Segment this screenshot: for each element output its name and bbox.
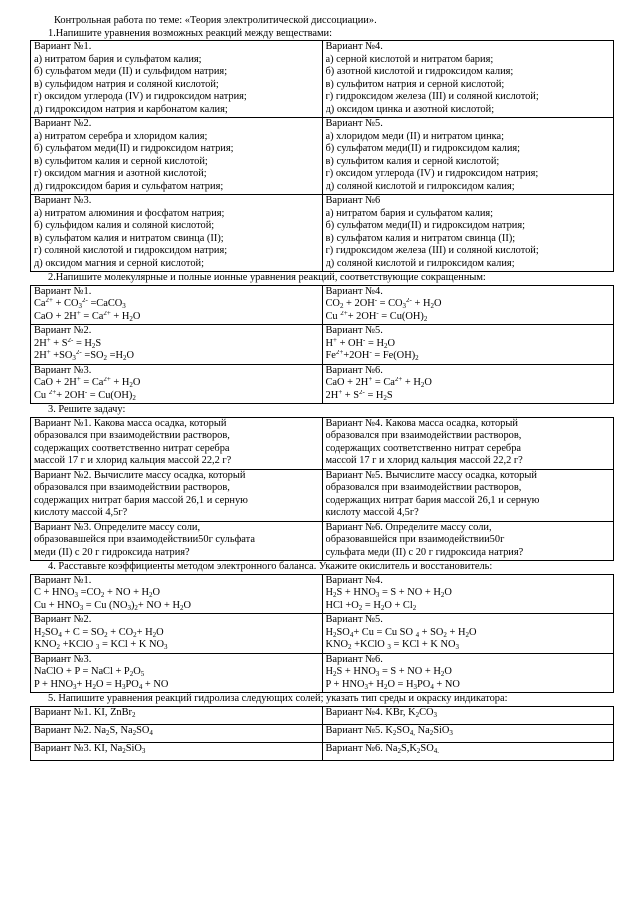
variant-line: содержащих нитрат бария массой 26,1 и серную [34,494,248,506]
document-page [30,15,614,761]
variant-cell [31,521,323,561]
variant-line: $2H^+ +SO_3^{2-} =SO_2 =H_2O$ [34,350,134,362]
variant-line: Вариант №6. $Na_2S,K_2SO_{4.}$ [325,742,439,754]
table-row [31,118,614,195]
table-row [31,364,614,404]
variant-line: массой 17 г и хлорид кальция массой 22,2 г? [325,455,523,466]
variant-line: в) сульфатом калия и нитратом свинца (II); [34,232,224,244]
document-title: Контрольная работа по теме: «Теория электролитической диссоциации». [54,15,377,26]
variant-line: меди (II) с 20 г гидроксида натрия? [34,546,190,558]
variant-line: содержащих соответственно нитрат серебра [325,442,522,454]
table-row [31,521,614,561]
variant-cell [31,41,323,118]
variant-cell [31,706,323,724]
variant-cell [322,195,614,272]
variant-line: $CO_2 + 2OH^- = CO_3^{2-} + H_2O$ [325,298,442,310]
table-row [31,653,614,693]
variant-line: г) гидроксидом железа (III) и соляной кислотой; [325,91,539,102]
variant-line: $H_2SO_4+ Cu = Cu$ SO $_4 + SO_2 + H_2O$ [325,626,477,639]
variant-line: Вариант №3. Определите массу соли, [34,521,201,533]
variant-cell [322,742,614,760]
variant-label: Вариант №2. [34,325,92,336]
variant-label: Вариант №3. [34,195,92,206]
variant-line: массой 17 г и хлорид кальция массой 22,2 г? [34,455,232,466]
task3-heading: 3. Решите задачу: [48,404,126,415]
variant-line: образовавшейся при взаимодействии50г [325,534,505,545]
variant-line: HCl $+O_2 = H_2O + Cl_2$ [325,599,417,612]
variant-cell [322,574,614,614]
variant-line: д) соляной кислотой и гилроксидом калия; [325,180,515,192]
variant-line: б) азотной кислотой и гидроксидом калия; [325,66,514,77]
variant-line: д) соляной кислотой и гилроксидом калия; [325,257,515,269]
variant-cell [31,417,323,469]
variant-line: $KNO_2$ +KClO $_3$ = KCl + K $NO_3$ [325,639,459,651]
task5-table [30,706,614,761]
variant-line: образовался при взаимодействии растворов, [325,482,522,493]
variant-line: $H^+ + OH^- = H_2O$ [325,337,395,350]
variant-label: Вариант №5. [325,118,383,129]
variant-cell [31,742,323,760]
variant-line: Вариант №6. Определите массу соли, [325,521,492,533]
variant-label: Вариант №2. [34,614,92,625]
variant-line: в) сульфатом калия и нитратом свинца (II); [325,232,516,244]
variant-line: $H_2S + HNO_3 = S$ + NO + $H_2O$ [325,666,452,678]
variant-line: б) сульфатом меди(II) и гидроксидом натрия; [34,143,234,154]
variant-line: CaO + $2H^+ = Ca^{2+} + H_2O$ [34,377,141,389]
table-row [31,724,614,742]
variant-line: $Cu + HNO_3 = Cu$ $(NO_3)_2+$ NO + $H_2O$ [34,599,191,612]
variant-label: Вариант №3. [34,364,92,376]
variant-line: Вариант №4. Какова масса осадка, который [325,417,518,429]
variant-line: Вариант №3. KI, $Na_2SiO_3$ [34,742,146,754]
task4-table [30,574,614,694]
variant-line: CaO + $2H^+ = Ca^{2+} + H_2O$ [325,377,432,389]
variant-cell [322,41,614,118]
variant-cell [31,724,323,742]
table-row [31,614,614,654]
variant-cell [322,325,614,365]
variant-label: Вариант №5. [325,614,383,625]
variant-label: Вариант №3. [34,653,92,665]
variant-line: в) сульфидом натрия и соляной кислотой; [34,78,219,90]
table-row [31,41,614,118]
variant-line: Вариант №4. KBr, $K_2CO_3$ [325,706,438,718]
variant-line: кислоту массой 4,5г? [325,507,419,518]
variant-cell [322,285,614,325]
variant-cell [31,195,323,272]
task2-table [30,285,614,405]
variant-line: б) сульфатом меди(II) и гидроксидом калия; [325,143,521,154]
variant-cell [31,469,323,521]
table-row [31,195,614,272]
task4-heading: 4. Расставьте коэффициенты методом электронного баланса. Укажите окислитель и восстановитель: [48,561,493,572]
variant-label: Вариант №6 [325,195,381,206]
variant-label: Вариант №6. [325,653,383,665]
table-row [31,742,614,760]
variant-label: Вариант №6. [325,364,383,376]
variant-cell [322,364,614,404]
variant-line: $H_2SO_4 + C = SO_2 + CO_2+ H_2O$ [34,626,164,639]
task1-heading: 1.Напишите уравнения возможных реакций между веществами: [48,27,333,39]
variant-cell [31,325,323,365]
variant-line: в) сульфитом натрия и серной кислотой; [325,78,505,90]
variant-line: Cu $^{2+}+ 2OH^- = Cu(OH)_2$ [34,389,136,402]
variant-line: в) сульфитом калия и серной кислотой; [325,155,500,167]
variant-cell [31,364,323,404]
variant-line: д) гидроксидом натрия и карбонатом калия; [34,103,228,115]
variant-line: а) нитратом алюминия и фосфатом натрия; [34,207,225,219]
variant-cell [322,469,614,521]
variant-line: образовался при взаимодействии растворов, [34,482,230,493]
variant-label: Вариант №5. [325,325,383,336]
variant-line: $2H^+ + S^{2-} = H_2S$ [325,389,393,402]
variant-line: $P + HNO_3+ H_2O = H_3PO_4$ + NO [325,678,460,691]
variant-cell [322,417,614,469]
variant-cell [322,521,614,561]
table-row [31,417,614,469]
variant-line: д) оксидом цинка и азотной кислотой; [325,103,495,115]
variant-line: $P + HNO_3+ H_2O = H_3PO_4$ + NO [34,678,169,691]
variant-label: Вариант №4. [325,41,383,52]
variant-label: Вариант №1. [34,41,92,52]
variant-cell [31,574,323,614]
variant-line: Cu $^{2+}+ 2OH^- = Cu(OH)_2$ [325,310,428,323]
variant-line: а) нитратом серебра и хлоридом калия; [34,130,208,142]
variant-line: NaClO + P = NaCl + $P_2O_5$ [34,666,145,678]
variant-cell [31,653,323,693]
variant-line: г) оксидом углерода (IV) и гидроксидом натрия; [325,168,539,179]
variant-label: Вариант №1. [34,574,92,586]
variant-cell [322,614,614,654]
variant-line: Вариант №1. Какова масса осадка, который [34,417,227,429]
variant-line: $KNO_2$ +KClO $_3$ = KCl + K $NO_3$ [34,639,168,651]
task3-table [30,417,614,562]
task1-table [30,40,614,272]
variant-line: г) оксидом магния и азотной кислотой; [34,168,207,179]
task2-heading: 2.Напишите молекулярные и полные ионные уравнения реакций, соответствующие сокращенным: [48,272,486,283]
table-row [31,325,614,365]
variant-cell [322,706,614,724]
variant-line: г) гидроксидом железа (III) и соляной кислотой; [325,245,539,256]
variant-cell [31,285,323,325]
variant-line: б) сульфатом меди(II) и гидроксидом натрия; [325,220,526,231]
variant-line: Вариант №2. Вычислите массу осадка, который [34,469,246,481]
variant-line: а) нитратом бария и сульфатом калия; [34,53,202,65]
variant-line: а) серной кислотой и нитратом бария; [325,53,494,65]
variant-line: $H_2S + HNO_3 = S$ + NO + $H_2O$ [325,587,452,599]
variant-cell [322,118,614,195]
variant-line: а) нитратом бария и сульфатом калия; [325,207,494,219]
variant-label: Вариант №4. [325,285,383,297]
variant-line: б) сульфидом калия и соляной кислотой; [34,220,215,231]
variant-line: $Ca^{2+} + CO_3^{2-}$ =CaCO$_3$ [34,298,126,310]
variant-label: Вариант №1. [34,285,92,297]
variant-line: $2H^+ + S^{2-} = H_2S$ [34,337,102,350]
variant-line: а) хлоридом меди (II) и нитратом цинка; [325,130,505,142]
variant-line: содержащих соответственно нитрат серебра [34,442,230,454]
variant-line: в) сульфитом калия и серной кислотой; [34,155,208,167]
variant-line: г) соляной кислотой и гидроксидом натрия; [34,245,228,256]
variant-label: Вариант №2. [34,118,92,129]
table-row [31,285,614,325]
variant-line: $Fe^{2+}+2OH^- = Fe(OH)_2$ [325,350,419,362]
variant-cell [31,118,323,195]
task5-heading: 5. Напишите уравнения реакций гидролиза следующих солей; указать тип среды и окраску индикатора: [48,693,508,704]
variant-line: д) оксидом магния и серной кислотой; [34,257,204,269]
variant-line: б) сульфатом меди (II) и сульфидом натрия; [34,66,228,77]
table-row [31,469,614,521]
variant-line: Вариант №5. Вычислите массу осадка, который [325,469,537,481]
variant-line: содержащих нитрат бария массой 26,1 и серную [325,494,540,506]
variant-line: Вариант №1. KI, ZnBr$_2$ [34,706,136,718]
variant-line: г) оксидом углерода (IV) и гидроксидом натрия; [34,91,247,102]
table-row [31,574,614,614]
variant-cell [322,653,614,693]
variant-line: кислоту массой 4,5г? [34,507,128,518]
variant-line: CaO + $2H^+ = Ca^{2+} + H_2O$ [34,310,141,323]
variant-label: Вариант №4. [325,574,383,586]
variant-line: сульфата меди (II) с 20 г гидроксида натрия? [325,546,524,558]
variant-line: образовался при взаимодействии растворов, [325,430,522,441]
table-row [31,706,614,724]
variant-line: образовался при взаимодействии растворов, [34,430,230,441]
variant-line: Вариант №2. $Na_2S$, $Na_2SO_4$ [34,724,153,736]
variant-line: д) гидроксидом бария и сульфатом натрия; [34,180,224,192]
variant-cell [322,724,614,742]
variant-line: Вариант №5. $K_2SO_{4,}$ $Na_2SiO_3$ [325,724,453,736]
variant-line: образовавшейся при взаимодействии50г сульфата [34,534,255,545]
variant-cell [31,614,323,654]
variant-line: $C + HNO_3 =CO_2$ + NO + $H_2O$ [34,587,161,599]
